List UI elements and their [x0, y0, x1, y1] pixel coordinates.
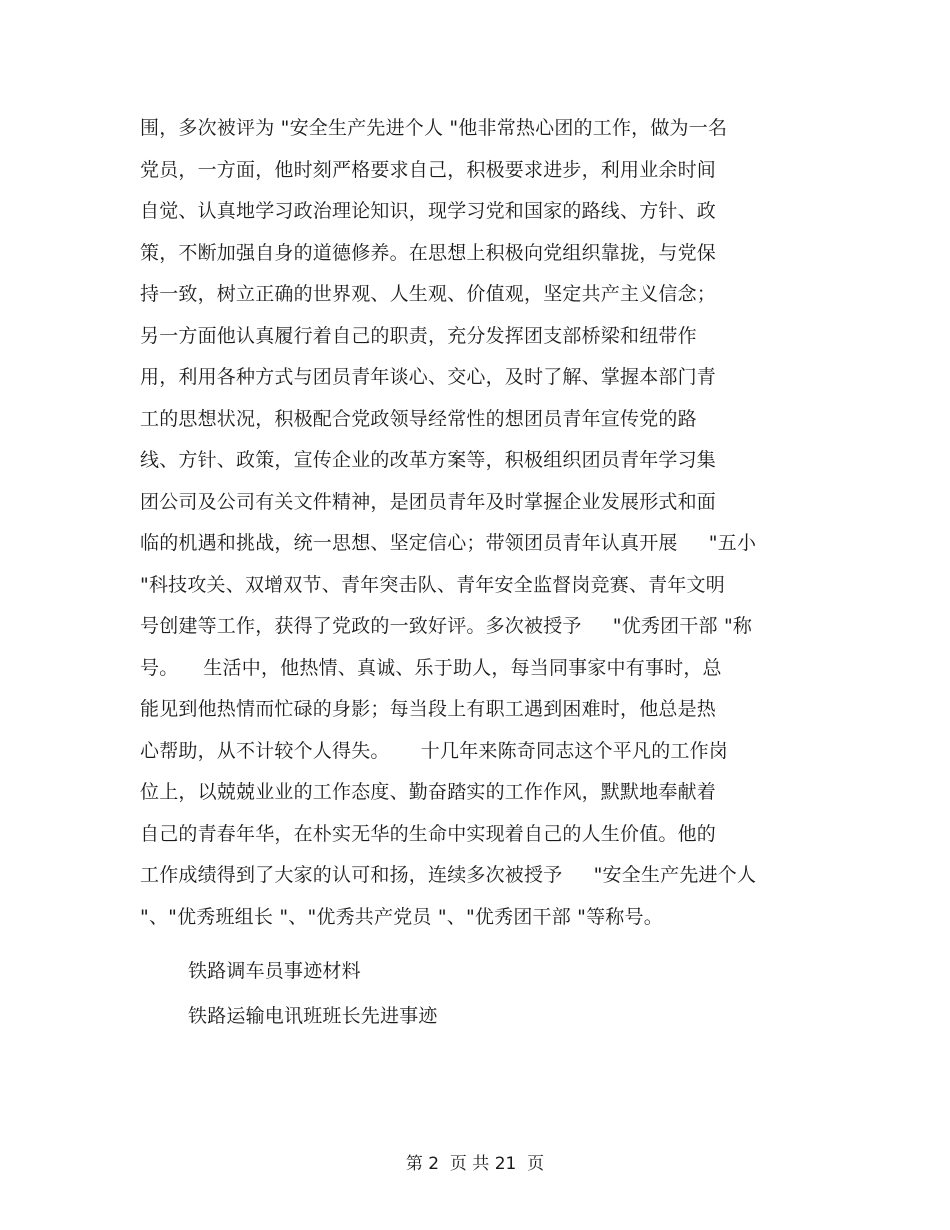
text-line: 能见到他热情而忙碌的身影；每当段上有职工遇到困难时，他总是热	[140, 698, 717, 720]
text-line: 策，不断加强自身的道德修养。在思想上积极向党组织靠拢，与党保	[140, 241, 717, 264]
text-line: 号创建等工作，获得了党政的一致好评。多次被授予 "优秀团干部 "称	[140, 615, 753, 637]
text-line: 用，利用各种方式与团员青年谈心、交心，及时了解、掌握本部门青	[140, 366, 717, 388]
text-line: 心帮助，从不计较个人得失。 十几年来陈奇同志这个平凡的工作岗	[140, 739, 728, 762]
text-line: 位上，以兢兢业业的工作态度、勤奋踏实的工作作风，默默地奉献着	[140, 781, 717, 803]
text-line: 围，多次被评为 "安全生产先进个人 "他非常热心团的工作，做为一名	[140, 117, 728, 139]
text-line: 党员，一方面，他时刻严格要求自己，积极要求进步，利用业余时间	[140, 158, 717, 181]
related-title: 铁路运输电讯班班长先进事迹	[188, 1005, 438, 1027]
text-line: 工作成绩得到了大家的认可和扬，连续多次被授予 "安全生产先进个人	[140, 864, 757, 886]
related-title: 铁路调车员事迹材料	[188, 960, 361, 982]
text-line: 号。 生活中，他热情、真诚、乐于助人，每当同事家中有事时，总	[140, 656, 722, 679]
text-line: "科技攻关、双增双节、青年突击队、青年安全监督岗竞赛、青年文明	[140, 573, 725, 596]
text-line: 持一致，树立正确的世界观、人生观、价值观，坚定共产主义信念；	[140, 283, 717, 305]
page-number-footer: 第 2 页 共 21 页	[405, 1154, 545, 1174]
text-line: 临的机遇和挑战，统一思想、坚定信心；带领团员青年认真开展 "五小	[140, 532, 757, 554]
text-line: 自己的青春年华，在朴实无华的生命中实现着自己的人生价值。他的	[140, 822, 717, 845]
text-line: "、"优秀班组长 "、"优秀共产党员 "、"优秀团干部 "等称号。	[140, 905, 663, 928]
text-line: 团公司及公司有关文件精神，是团员青年及时掌握企业发展形式和面	[140, 490, 717, 513]
text-line: 线、方针、政策，宣传企业的改革方案等，积极组织团员青年学习集	[140, 449, 717, 471]
related-titles	[188, 955, 438, 1045]
body-text	[140, 112, 820, 942]
text-line: 自觉、认真地学习政治理论知识，现学习党和国家的路线、方针、政	[140, 200, 717, 222]
text-line: 另一方面他认真履行着自己的职责，充分发挥团支部桥梁和纽带作	[140, 324, 697, 347]
text-line: 工的思想状况，积极配合党政领导经常性的想团员青年宣传党的路	[140, 407, 697, 430]
